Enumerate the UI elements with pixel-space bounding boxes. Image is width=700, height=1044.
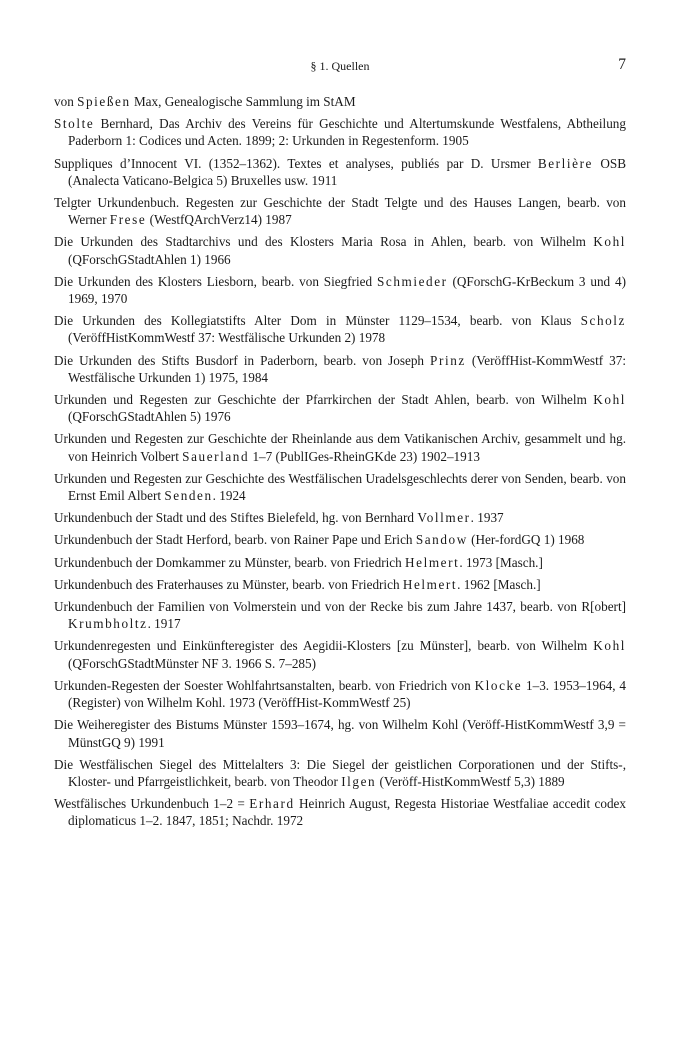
entry-text: Urkunden und Regesten zur Geschichte der Pfarrkirchen der Stadt Ahlen, bearb. von Wilhelm — [54, 392, 594, 408]
entry-text: (QForschGStadtAhlen 5) 1976 — [68, 409, 231, 425]
entry-text: Die Westfälischen Siegel des Mittelalters 3: Die Siegel der geistlichen Corporationen und der Stifts-, Kloster- und Pfarrgeistlichkeit, bearb. von Theodor — [54, 756, 626, 789]
author-name: Scholz — [580, 313, 626, 329]
bibliography-entry — [54, 93, 626, 110]
bibliography-entry — [54, 391, 626, 425]
entry-text: OSB (Analecta Vaticano-Belgica 5) Bruxelles usw. 1911 — [68, 155, 626, 188]
author-name: Krumbholtz — [68, 616, 148, 632]
author-name: Frese — [109, 212, 147, 228]
author-name: Stolte — [54, 116, 95, 132]
entry-text: Urkundenbuch der Domkammer zu Münster, bearb. von Friedrich — [54, 554, 406, 570]
entry-text: Urkundenbuch der Stadt und des Stiftes Bielefeld, hg. von Bernhard — [54, 510, 418, 526]
entry-text: Urkundenbuch des Fraterhauses zu Münster, bearb. von Friedrich — [54, 576, 403, 592]
entry-text: Urkundenbuch der Familien von Volmerstein und von der Recke bis zum Jahre 1437, bearb. von R[obert] — [54, 599, 626, 615]
author-name: Erhard — [249, 796, 295, 812]
bibliography-entry — [54, 115, 626, 149]
author-name: Schmieder — [376, 273, 448, 289]
bibliography-entry — [54, 470, 626, 504]
entry-text: Urkunden-Regesten der Soester Wohlfahrtsanstalten, bearb. von Friedrich von — [54, 677, 475, 693]
entry-text: 1–7 (PublIGes-RheinGKde 23) 1902–1913 — [249, 448, 480, 464]
bibliography-entry — [54, 509, 626, 526]
entry-text: . 1962 [Masch.] — [457, 576, 541, 592]
bibliography-entry — [54, 531, 626, 548]
entry-text: Die Weiheregister des Bistums Münster 1593–1674, hg. von Wilhelm Kohl (Veröff-HistKommWestf 3,9 = MünstGQ 9) 1991 — [54, 717, 626, 750]
author-name: Helmert — [405, 554, 460, 570]
entry-text: . 1973 [Masch.] — [459, 554, 543, 570]
entry-text: Urkunden und Regesten zur Geschichte der Rheinlande aus dem Vatikanischen Archiv, gesammelt und hg. von Heinrich Volbert — [54, 431, 626, 464]
author-name: Kohl — [593, 234, 626, 250]
bibliography-entry — [54, 716, 626, 750]
entry-text: Westfälisches Urkundenbuch 1–2 = — [54, 796, 250, 812]
entry-text: Max, Genealogische Sammlung im StAM — [130, 94, 356, 109]
entry-text: 1–3. 1953–1964, 4 (Register) von Wilhelm Kohl. 1973 (VeröffHist-KommWestf 25) — [68, 677, 626, 711]
entry-text: . 1917 — [147, 616, 181, 632]
author-name: Helmert — [402, 576, 458, 592]
bibliography-entry — [54, 677, 626, 711]
bibliography-entry — [54, 795, 626, 829]
bibliography-entry — [54, 273, 626, 307]
entry-text: Urkundenregesten und Einkünfteregister des Aegidii-Klosters [zu Münster], bearb. von Wilhelm — [54, 638, 594, 654]
bibliography-entry — [54, 576, 626, 593]
author-name: Sandow — [415, 532, 468, 548]
section-title: § 1. Quellen — [310, 59, 370, 73]
entry-text: Bernhard, Das Archiv des Vereins für Geschichte und Altertumskunde Westfalens, Abtheilung Paderborn 1: Codices und Acten. 1899; 2: Urkunden in Regestenform. 1905 — [68, 116, 626, 149]
entry-text: Urkunden und Regesten zur Geschichte des Westfälischen Uradelsgeschlechts derer von Senden, bearb. von Ernst Emil Albert — [54, 470, 626, 504]
bibliography-entry — [54, 756, 626, 790]
running-header — [54, 56, 626, 76]
bibliography-entry — [54, 194, 626, 228]
page-number: 7 — [618, 56, 626, 73]
entry-text: (VeröffHist-KommWestf 37: Westfälische Urkunden 1) 1975, 1984 — [68, 352, 627, 385]
entry-text: von — [54, 94, 78, 109]
entry-text: (WestfQArchVerz14) 1987 — [146, 212, 292, 228]
entry-text: Die Urkunden des Stifts Busdorf in Paderborn, bearb. von Joseph — [54, 352, 431, 368]
entry-text: Die Urkunden des Kollegiatstifts Alter Dom in Münster 1129–1534, bearb. von Klaus — [54, 313, 581, 329]
entry-text: Suppliques d’Innocent VI. (1352–1362). Textes et analyses, publiés par D. Ursmer — [54, 155, 538, 171]
author-name: Senden — [164, 488, 213, 504]
entry-text: Die Urkunden des Stadtarchivs und des Klosters Maria Rosa in Ahlen, bearb. von Wilhelm — [54, 234, 594, 250]
author-name: Kohl — [593, 638, 626, 654]
entry-text: (QForschGStadtAhlen 1) 1966 — [68, 251, 231, 267]
bibliography-entry — [54, 637, 626, 671]
entry-text: (QForschGStadtMünster NF 3. 1966 S. 7–285) — [68, 655, 316, 671]
author-name: Ilgen — [341, 773, 377, 789]
entry-text: (QForschG-KrBeckum 3 und 4) 1969, 1970 — [68, 273, 626, 307]
entry-text: (Veröff-HistKommWestf 5,3) 1889 — [376, 773, 565, 789]
author-name: Berlière — [537, 155, 593, 171]
author-name: Prinz — [430, 352, 466, 368]
bibliography-entry — [54, 430, 626, 464]
bibliography-entry — [54, 554, 626, 571]
bibliography-entry — [54, 155, 626, 189]
author-name: Spießen — [77, 94, 131, 109]
author-name: Vollmer — [417, 510, 471, 526]
bibliography-list — [54, 93, 626, 835]
entry-text: . 1924 — [212, 488, 246, 504]
entry-text: (VeröffHistKommWestf 37: Westfälische Urkunden 2) 1978 — [68, 330, 386, 346]
entry-text: . 1937 — [470, 510, 504, 526]
entry-text: Heinrich August, Regesta Historiae Westfaliae accedit codex diplomaticus 1–2. 1847, 1851; Nachdr. 1972 — [68, 796, 626, 829]
bibliography-entry — [54, 233, 626, 267]
bibliography-entry — [54, 598, 626, 632]
author-name: Kohl — [593, 392, 626, 408]
entry-text: Urkundenbuch der Stadt Herford, bearb. von Rainer Pape und Erich — [54, 532, 416, 548]
bibliography-entry — [54, 352, 626, 386]
author-name: Klocke — [474, 677, 523, 693]
bibliography-entry — [54, 312, 626, 346]
entry-text: (Her-fordGQ 1) 1968 — [467, 532, 585, 548]
entry-text: Die Urkunden des Klosters Liesborn, bearb. von Siegfried — [54, 273, 377, 289]
author-name: Sauerland — [182, 448, 250, 464]
entry-text: Telgter Urkundenbuch. Regesten zur Geschichte der Stadt Telgte und des Hauses Langen, bearb. von Werner — [54, 195, 626, 228]
